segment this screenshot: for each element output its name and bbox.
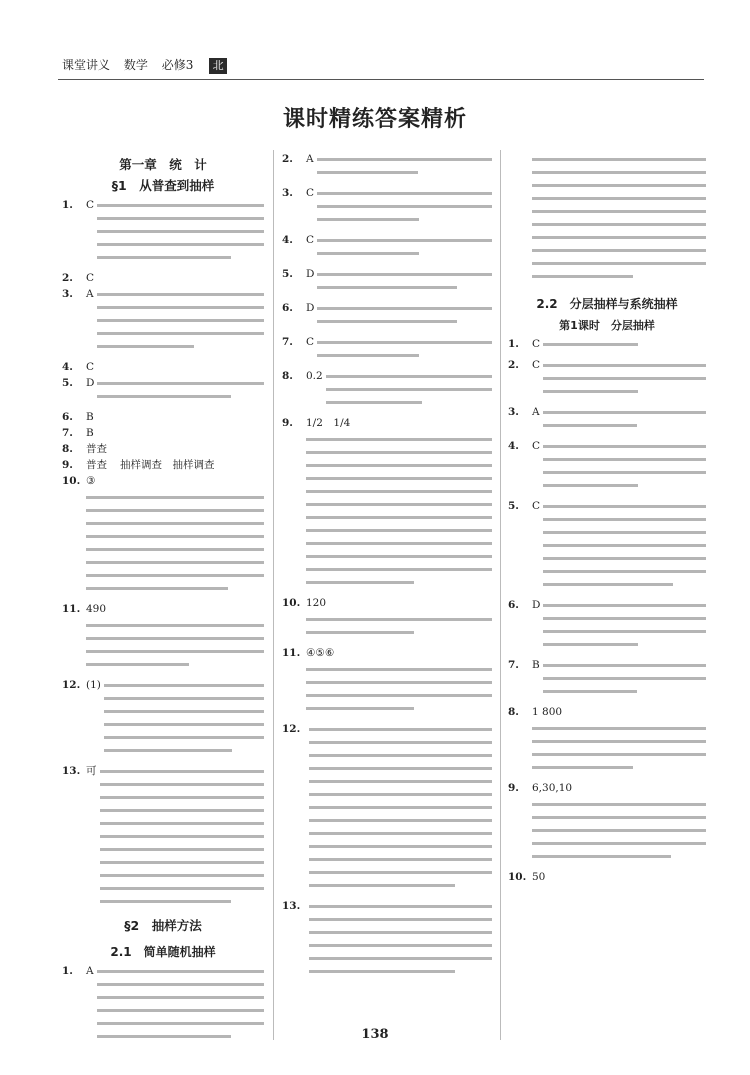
explanation-text — [317, 302, 492, 333]
question-number: 9. — [508, 782, 519, 794]
question-number: 1. — [508, 338, 519, 350]
answer-key: C — [306, 234, 315, 246]
explanation-text — [532, 722, 706, 779]
subject-name: 数学 — [123, 58, 148, 72]
explanation-text — [543, 359, 706, 403]
answer-item — [282, 370, 492, 414]
question-number: 3. — [282, 187, 293, 199]
answer-key-extra: 抽样调查 抽样调查 — [120, 459, 215, 471]
chapter-heading: 第一章 统 计 — [119, 157, 207, 172]
answer-key: B — [532, 659, 540, 671]
question-number: 12. — [282, 723, 301, 735]
column-middle — [282, 153, 492, 1035]
answer-item — [62, 272, 264, 285]
page-title: 课时精练答案精析 — [282, 107, 467, 132]
explanation-text — [104, 679, 264, 762]
explanation-text — [317, 234, 492, 265]
question-number: 2. — [508, 359, 519, 371]
question-number: 7. — [282, 336, 293, 348]
answer-key: B — [86, 427, 94, 439]
question-number: 9. — [282, 417, 293, 429]
answer-key: 120 — [306, 597, 327, 609]
answer-item — [62, 765, 264, 913]
course-name: 课堂讲义 — [62, 58, 111, 72]
answer-item — [282, 597, 492, 610]
answer-key: 1/2 1/4 — [306, 417, 351, 429]
question-number: 3. — [62, 288, 73, 300]
answer-key: C — [86, 199, 95, 211]
question-number: 6. — [282, 302, 293, 314]
explanation-text — [86, 619, 264, 676]
answer-item — [62, 411, 264, 424]
explanation-text — [532, 798, 706, 868]
answer-key: D — [86, 377, 95, 389]
explanation-text — [317, 187, 492, 231]
answer-item — [508, 359, 706, 403]
question-number: 7. — [508, 659, 519, 671]
answer-item — [508, 599, 706, 656]
explanation-text — [543, 338, 706, 356]
answer-key: 普查 — [86, 459, 107, 471]
answer-item — [282, 153, 492, 184]
subsection-heading: 2.1 简单随机抽样 — [110, 945, 216, 959]
answer-key: ③ — [86, 475, 96, 487]
answer-item — [282, 663, 492, 720]
answer-item — [62, 199, 264, 269]
answer-item — [282, 302, 492, 333]
section-heading: §1 从普查到抽样 — [111, 178, 215, 193]
answer-item — [508, 798, 706, 868]
answer-item — [62, 427, 264, 440]
question-number: 10. — [508, 871, 527, 883]
question-number: 2. — [62, 272, 73, 284]
question-number: 1. — [62, 199, 73, 211]
question-number: 13. — [62, 765, 81, 777]
answer-item — [62, 679, 264, 762]
answer-item — [508, 706, 706, 719]
column-divider — [273, 150, 274, 1040]
question-number: 5. — [62, 377, 73, 389]
column-divider — [500, 150, 501, 1040]
answer-key: C — [532, 359, 541, 371]
question-number: 5. — [508, 500, 519, 512]
edition-badge: 北 — [209, 58, 227, 74]
answer-item — [62, 603, 264, 616]
answer-key: C — [532, 440, 541, 452]
answer-item — [62, 443, 264, 456]
header-divider — [58, 79, 704, 80]
answer-key: 6,30,10 — [532, 782, 573, 794]
question-number: 6. — [508, 599, 519, 611]
answer-item — [282, 268, 492, 299]
explanation-text — [86, 491, 264, 600]
answer-key: 1 800 — [532, 706, 563, 718]
answer-key: A — [86, 965, 94, 977]
answer-item — [282, 336, 492, 367]
question-number: 8. — [62, 443, 73, 455]
answer-key: D — [306, 268, 315, 280]
explanation-text — [306, 433, 492, 594]
answer-key: C — [86, 272, 95, 284]
answer-item — [508, 722, 706, 779]
answer-item — [282, 723, 492, 897]
question-number: 11. — [62, 603, 81, 615]
explanation-text — [100, 765, 265, 913]
explanation-text — [326, 370, 492, 414]
answer-key: C — [532, 500, 541, 512]
question-number: 8. — [508, 706, 519, 718]
question-number: 1. — [62, 965, 73, 977]
answer-key: 普查 — [86, 443, 107, 455]
question-number: 9. — [62, 459, 73, 471]
answer-item — [282, 417, 492, 430]
explanation-text — [543, 500, 706, 596]
explanation-text — [543, 406, 706, 437]
answer-item — [62, 377, 264, 408]
explanation-text — [543, 659, 706, 703]
answer-key: D — [532, 599, 541, 611]
answer-key: 50 — [532, 871, 546, 883]
answer-item — [62, 288, 264, 358]
running-head — [62, 56, 702, 74]
question-number: 13. — [282, 900, 301, 912]
explanation-text — [543, 599, 706, 656]
explanation-text — [306, 663, 492, 720]
column-left — [62, 153, 264, 1035]
answer-item — [62, 361, 264, 374]
answer-item — [62, 459, 264, 472]
question-number: 12. — [62, 679, 81, 691]
question-number: 10. — [282, 597, 301, 609]
answer-item — [508, 440, 706, 497]
explanation-text — [532, 153, 706, 288]
explanation-text — [317, 153, 492, 184]
answer-key: 可 — [86, 765, 97, 777]
subsection-heading: 2.2 分层抽样与系统抽样 — [536, 297, 678, 311]
answer-key: A — [86, 288, 94, 300]
question-number: 4. — [508, 440, 519, 452]
answer-item — [282, 187, 492, 231]
question-number: 4. — [62, 361, 73, 373]
answer-key: D — [306, 302, 315, 314]
answer-key: C — [306, 187, 315, 199]
section-heading: §2 抽样方法 — [124, 918, 202, 933]
answer-key: C — [86, 361, 95, 373]
explanation-text — [97, 199, 264, 269]
answer-item — [508, 782, 706, 795]
answer-item — [62, 619, 264, 676]
question-number: 5. — [282, 268, 293, 280]
question-number: 3. — [508, 406, 519, 418]
question-number: 4. — [282, 234, 293, 246]
question-number: 11. — [282, 647, 301, 659]
volume-name: 必修3 — [161, 58, 194, 72]
column-right — [508, 153, 706, 1035]
answer-key: A — [306, 153, 314, 165]
explanation-text — [97, 288, 264, 358]
answer-key: A — [532, 406, 540, 418]
question-number: 10. — [62, 475, 81, 487]
page-number: 138 — [361, 1027, 389, 1042]
explanation-text — [543, 440, 706, 497]
answer-key: C — [306, 336, 315, 348]
explanation-text — [309, 900, 492, 983]
answer-item — [62, 475, 264, 488]
answer-item — [508, 406, 706, 437]
explanation-text — [97, 377, 264, 408]
explanation-text — [309, 723, 492, 897]
question-number: 7. — [62, 427, 73, 439]
answer-key: ④⑤⑥ — [306, 647, 335, 659]
answer-key: 490 — [86, 603, 107, 615]
lesson-heading: 第1课时 分层抽样 — [559, 319, 655, 332]
answer-key: 0.2 — [306, 370, 323, 382]
answer-key: B — [86, 411, 94, 423]
answer-item — [508, 871, 706, 884]
answer-key: (1) — [86, 679, 101, 691]
question-number: 6. — [62, 411, 73, 423]
answer-item — [508, 153, 706, 288]
answer-item — [282, 647, 492, 660]
answer-item — [282, 900, 492, 983]
answer-item — [282, 433, 492, 594]
answer-item — [508, 659, 706, 703]
answer-item — [282, 613, 492, 644]
explanation-text — [317, 336, 492, 367]
question-number: 8. — [282, 370, 293, 382]
answer-item — [282, 234, 492, 265]
answer-key: C — [532, 338, 541, 350]
question-number: 2. — [282, 153, 293, 165]
answer-item — [508, 500, 706, 596]
explanation-text — [317, 268, 492, 299]
answer-item — [508, 338, 706, 356]
explanation-text — [306, 613, 492, 644]
answer-item — [62, 491, 264, 600]
